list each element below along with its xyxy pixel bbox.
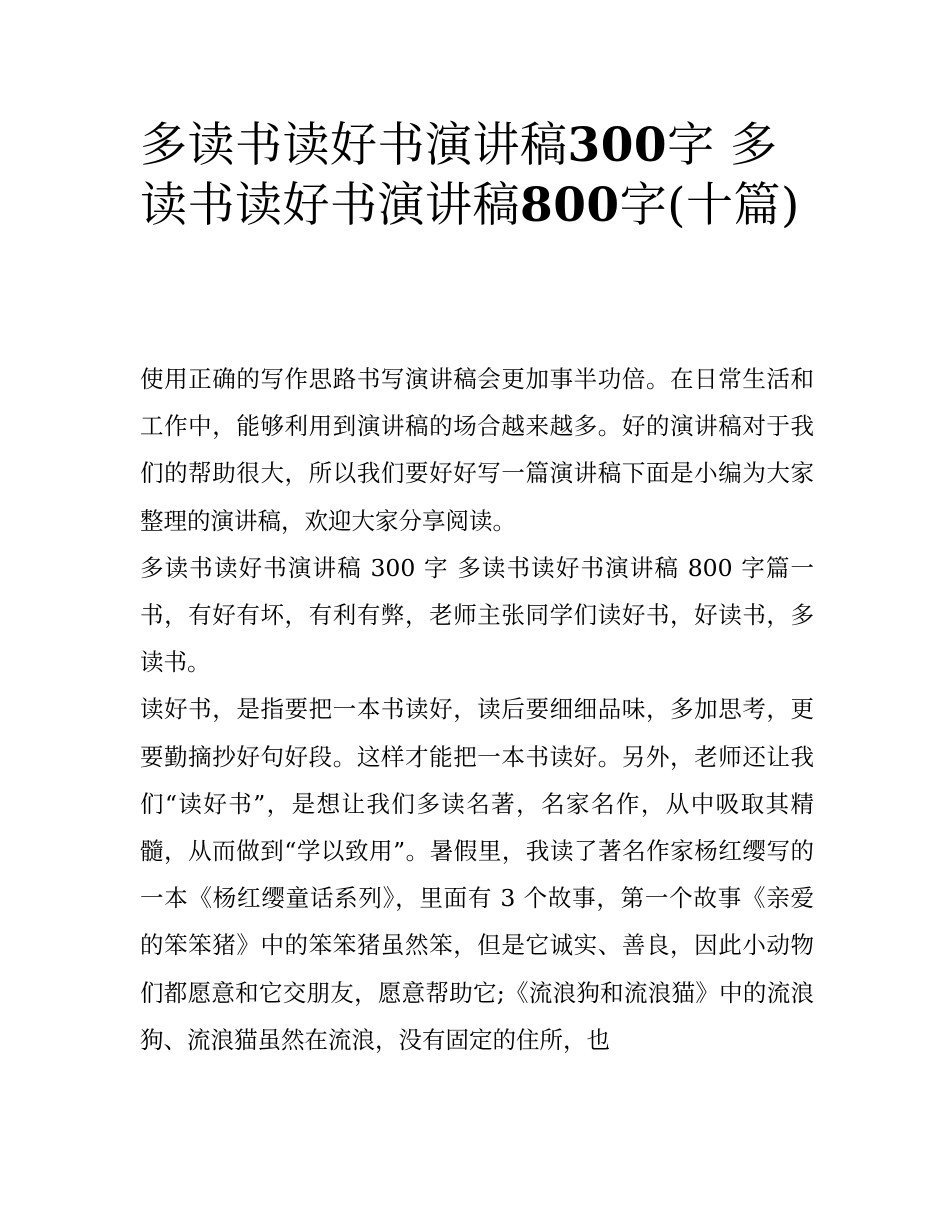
title-text-1: 多读书读好书演讲稿 [140,118,568,173]
paragraph-intro: 使用正确的写作思路书写演讲稿会更加事半功倍。在日常生活和工作中，能够利用到演讲稿的场合越来越多。好的演讲稿对于我们的帮助很大，所以我们要好好写一篇演讲稿下面是小编为大家整理的演讲稿，欢迎大家分享阅读。 [140,365,814,535]
paragraph-section-one: 多读书读好书演讲稿 300 字 多读书读好书演讲稿 800 字篇一书，有好有坏，有利有弊，老师主张同学们读好书，好读书，多读书。 [140,553,814,677]
document-body [140,356,814,1064]
document-title [140,116,812,236]
title-text-3: 字(十篇) [619,178,800,233]
paragraph-read-good-books: 读好书，是指要把一本书读好，读后要细细品味，多加思考，更要勤摘抄好句好段。这样才能把一本书读好。另外，老师还让我们“读好书”，是想让我们多读名著，名家名作，从中吸取其精髓，从而做到“学以致用”。暑假里，我读了著名作家杨红缨写的一本《杨红缨童话系列》，里面有 3 个故事，第一个故事《亲爱的笨笨猪》中的笨笨猪虽然笨，但是它诚实、善良，因此小动物们都愿意和它交朋友，愿意帮助它;《流浪狗和流浪猫》中的流浪狗、流浪猫虽然在流浪，没有固定的住所，也 [140,695,814,1054]
title-number-300: 300 [567,118,668,173]
title-text-2: 字 多读书读好书演讲稿 [140,118,778,233]
title-number-800: 800 [520,178,620,233]
